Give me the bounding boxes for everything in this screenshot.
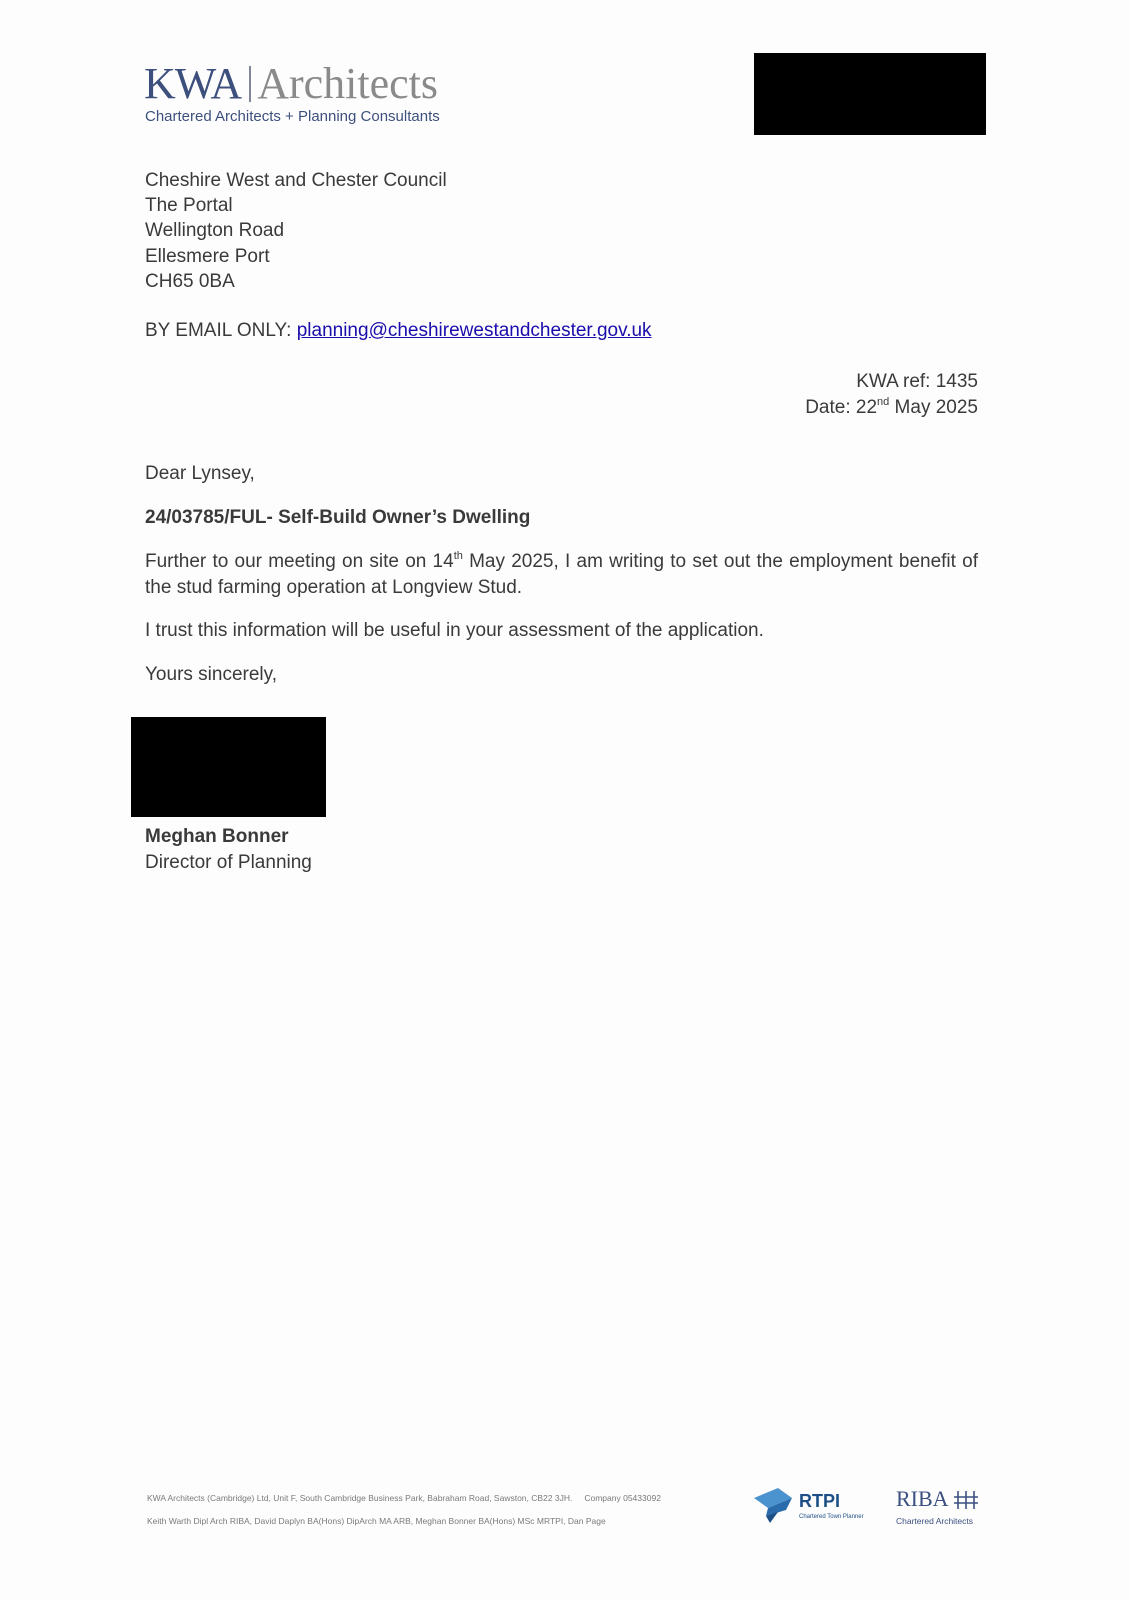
rtpi-subtitle: Chartered Town Planner — [799, 1514, 864, 1520]
redacted-block-header — [754, 53, 986, 135]
email-line — [145, 320, 652, 342]
logo-divider — [249, 66, 251, 102]
salutation: Dear Lynsey, — [145, 463, 255, 484]
signatory-title: Director of Planning — [145, 852, 312, 873]
recipient-address — [145, 168, 447, 294]
address-line: Wellington Road — [145, 220, 285, 242]
riba-subtitle: Chartered Architects — [896, 1516, 974, 1526]
logo-tagline: Chartered Architects + Planning Consultants — [145, 108, 440, 125]
logo-architects-text: Architects — [257, 59, 439, 108]
email-label: BY EMAIL ONLY: — [145, 320, 292, 341]
address-line: The Portal — [145, 195, 233, 217]
address-line: Cheshire West and Chester Council — [145, 170, 447, 191]
email-link[interactable]: planning@cheshirewestandchester.gov.uk — [296, 320, 652, 341]
letter-date: Date: 22nd May 2025 — [805, 395, 978, 418]
riba-crest-icon — [953, 1489, 979, 1516]
footer-address: KWA Architects (Cambridge) Ltd, Unit F, South Cambridge Business Park, Babraham Road, Sawston, CB22 3JH. Company 05433092 — [147, 1493, 661, 1503]
riba-text: RIBA — [896, 1486, 949, 1511]
reference-block — [805, 369, 978, 420]
subject-line: 24/03785/FUL- Self-Build Owner’s Dwelling — [145, 507, 531, 528]
redacted-signature — [131, 717, 326, 817]
rtpi-logo-icon — [752, 1486, 794, 1529]
address-line: CH65 0BA — [145, 270, 235, 292]
body-paragraph: I trust this information will be useful in your assessment of the application. — [145, 620, 764, 641]
rtpi-text: RTPI — [799, 1491, 841, 1511]
kwa-logo — [144, 59, 439, 108]
company-number: Company 05433092 — [584, 1493, 661, 1503]
address-line: Ellesmere Port — [145, 245, 270, 267]
footer-directors: Keith Warth Dipl Arch RIBA, David Daplyn BA(Hons) DipArch MA ARB, Meghan Bonner BA(Hons) MSc MRTPI, Dan Page — [147, 1516, 606, 1526]
body-paragraph: Further to our meeting on site on 14th May 2025, I am writing to set out the employment benefit of the stud farming operation at Longview Stud. — [145, 550, 979, 598]
closing: Yours sincerely, — [145, 664, 278, 685]
kwa-ref: KWA ref: 1435 — [856, 371, 978, 392]
logo-kwa-text: KWA — [144, 59, 242, 108]
signatory-name: Meghan Bonner — [145, 826, 289, 847]
